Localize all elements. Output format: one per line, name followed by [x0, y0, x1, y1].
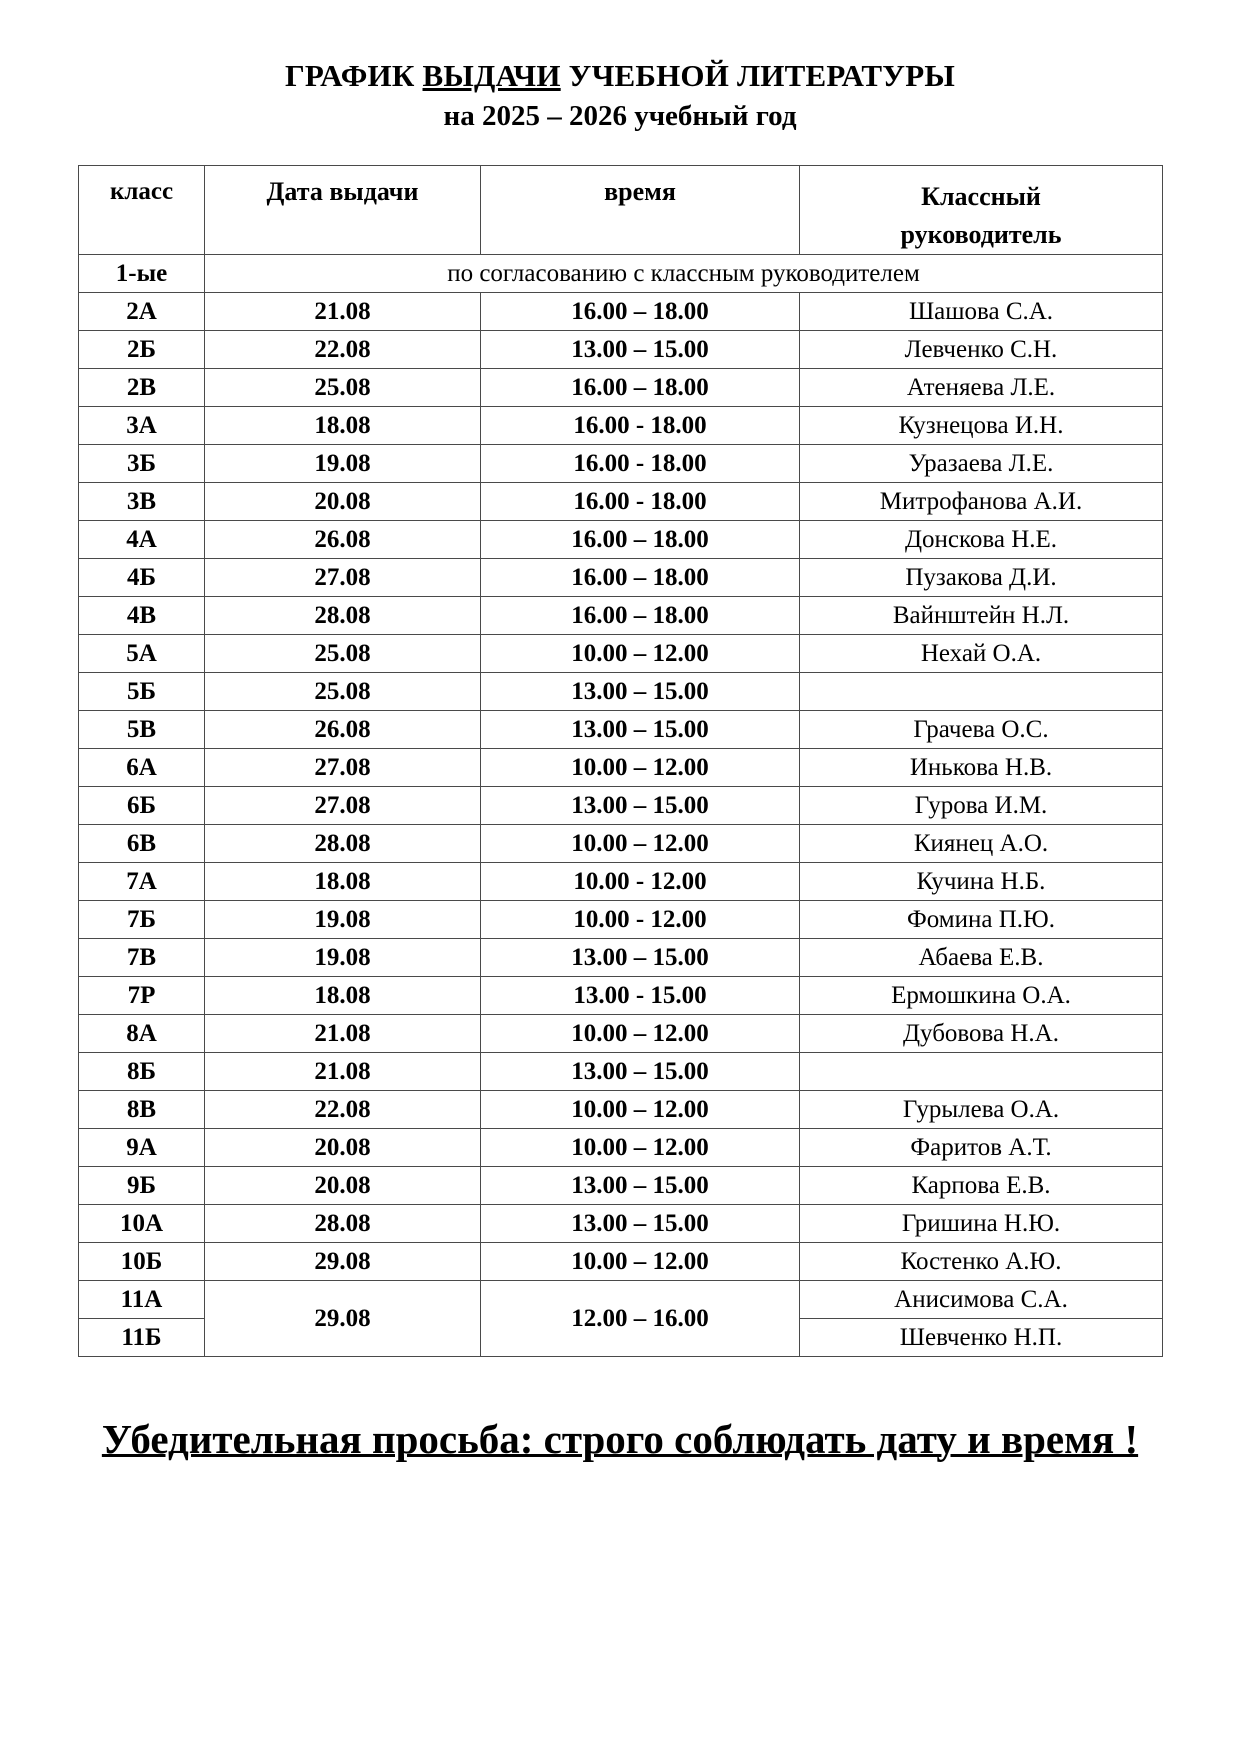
- cell-date: 20.08: [205, 1166, 481, 1204]
- page-subtitle: на 2025 – 2026 учебный год: [443, 99, 797, 132]
- cell-class: 2А: [79, 292, 205, 330]
- cell-time: 13.00 – 15.00: [481, 710, 800, 748]
- cell-date: 21.08: [205, 292, 481, 330]
- cell-teacher: Донскова Н.Е.: [800, 520, 1163, 558]
- cell-teacher: [800, 1052, 1163, 1090]
- cell-time: 13.00 – 15.00: [481, 1052, 800, 1090]
- table-row: [79, 406, 1163, 444]
- table-row: [79, 900, 1163, 938]
- cell-date: 25.08: [205, 634, 481, 672]
- schedule-table-wrap: [78, 133, 1162, 1356]
- cell-class: 7В: [79, 938, 205, 976]
- cell-class: 11Б: [79, 1318, 205, 1356]
- cell-time: 16.00 - 18.00: [481, 444, 800, 482]
- cell-teacher: Шевченко Н.П.: [800, 1318, 1163, 1356]
- page-title: [0, 58, 1240, 95]
- cell-class: 6А: [79, 748, 205, 786]
- title-underlined-word: ВЫДАЧИ: [422, 58, 561, 93]
- title-prefix: ГРАФИК: [285, 58, 423, 93]
- table-row: [79, 1052, 1163, 1090]
- cell-teacher: Инькова Н.В.: [800, 748, 1163, 786]
- column-header-teacher-line1: Классный: [921, 182, 1041, 212]
- table-row: [79, 634, 1163, 672]
- cell-class: 2В: [79, 368, 205, 406]
- cell-class: 3В: [79, 482, 205, 520]
- cell-teacher: Киянец А.О.: [800, 824, 1163, 862]
- cell-class: 10Б: [79, 1242, 205, 1280]
- cell-time: 16.00 – 18.00: [481, 558, 800, 596]
- column-header-time: время: [481, 166, 800, 254]
- cell-date: 26.08: [205, 520, 481, 558]
- cell-date: 28.08: [205, 596, 481, 634]
- cell-teacher: Уразаева Л.Е.: [800, 444, 1163, 482]
- table-row: [79, 330, 1163, 368]
- table-row: [79, 368, 1163, 406]
- cell-time: 16.00 – 18.00: [481, 596, 800, 634]
- cell-teacher: Кучина Н.Б.: [800, 862, 1163, 900]
- cell-teacher: Анисимова С.А.: [800, 1280, 1163, 1318]
- column-header-class: класс: [79, 166, 205, 254]
- table-row: [79, 862, 1163, 900]
- cell-class: 8Б: [79, 1052, 205, 1090]
- table-row: [79, 1204, 1163, 1242]
- cell-date: 26.08: [205, 710, 481, 748]
- cell-date-merged: 29.08: [205, 1280, 481, 1356]
- table-row: [79, 292, 1163, 330]
- cell-time: 16.00 - 18.00: [481, 482, 800, 520]
- table-header-row: [79, 166, 1163, 254]
- cell-class: 9Б: [79, 1166, 205, 1204]
- cell-time: 13.00 – 15.00: [481, 938, 800, 976]
- cell-date: 27.08: [205, 558, 481, 596]
- cell-class: 5Б: [79, 672, 205, 710]
- table-row: [79, 558, 1163, 596]
- cell-teacher: Митрофанова А.И.: [800, 482, 1163, 520]
- cell-date: 25.08: [205, 672, 481, 710]
- column-header-date: Дата выдачи: [205, 166, 481, 254]
- table-row: [79, 938, 1163, 976]
- cell-class: 3Б: [79, 444, 205, 482]
- table-row: [79, 1242, 1163, 1280]
- cell-date: 27.08: [205, 786, 481, 824]
- schedule-table: [78, 165, 1163, 1356]
- cell-teacher: Грачева О.С.: [800, 710, 1163, 748]
- cell-time: 13.00 – 15.00: [481, 672, 800, 710]
- cell-class: 6Б: [79, 786, 205, 824]
- table-row: [79, 672, 1163, 710]
- cell-date: 21.08: [205, 1014, 481, 1052]
- cell-time: 10.00 - 12.00: [481, 862, 800, 900]
- cell-date: 19.08: [205, 938, 481, 976]
- cell-class: 8А: [79, 1014, 205, 1052]
- cell-class: 3А: [79, 406, 205, 444]
- cell-teacher: Абаева Е.В.: [800, 938, 1163, 976]
- cell-date: 27.08: [205, 748, 481, 786]
- schedule-table-body: [79, 254, 1163, 1356]
- cell-class: 9А: [79, 1128, 205, 1166]
- table-row: [79, 1128, 1163, 1166]
- cell-date: 19.08: [205, 900, 481, 938]
- cell-class: 7Р: [79, 976, 205, 1014]
- cell-time: 10.00 – 12.00: [481, 634, 800, 672]
- cell-class: 4А: [79, 520, 205, 558]
- cell-date: 28.08: [205, 1204, 481, 1242]
- cell-time: 16.00 - 18.00: [481, 406, 800, 444]
- table-row: [79, 1166, 1163, 1204]
- cell-teacher: Костенко А.Ю.: [800, 1242, 1163, 1280]
- cell-class: 6В: [79, 824, 205, 862]
- cell-time: 10.00 – 12.00: [481, 824, 800, 862]
- cell-time: 13.00 – 15.00: [481, 786, 800, 824]
- cell-time: 10.00 – 12.00: [481, 748, 800, 786]
- cell-teacher: [800, 672, 1163, 710]
- cell-teacher: Вайнштейн Н.Л.: [800, 596, 1163, 634]
- cell-date: 20.08: [205, 482, 481, 520]
- table-row: [79, 976, 1163, 1014]
- table-row: [79, 710, 1163, 748]
- column-header-teacher-line2: руководитель: [900, 220, 1062, 250]
- cell-class: 7Б: [79, 900, 205, 938]
- cell-class: 10А: [79, 1204, 205, 1242]
- cell-teacher: Шашова С.А.: [800, 292, 1163, 330]
- footer-notice-text: Убедительная просьба: строго соблюдать дату и время !: [101, 1415, 1139, 1462]
- cell-date: 21.08: [205, 1052, 481, 1090]
- cell-time-merged: 12.00 – 16.00: [481, 1280, 800, 1356]
- cell-date: 19.08: [205, 444, 481, 482]
- cell-class: 2Б: [79, 330, 205, 368]
- cell-teacher: Кузнецова И.Н.: [800, 406, 1163, 444]
- cell-teacher: Дубовова Н.А.: [800, 1014, 1163, 1052]
- cell-teacher: Пузакова Д.И.: [800, 558, 1163, 596]
- cell-class: 5А: [79, 634, 205, 672]
- table-row: [79, 1014, 1163, 1052]
- cell-time: 16.00 – 18.00: [481, 520, 800, 558]
- cell-time: 13.00 – 15.00: [481, 1166, 800, 1204]
- cell-class: 4Б: [79, 558, 205, 596]
- cell-time: 13.00 – 15.00: [481, 330, 800, 368]
- cell-class: 7А: [79, 862, 205, 900]
- cell-time: 13.00 - 15.00: [481, 976, 800, 1014]
- column-header-teacher: [800, 166, 1163, 254]
- cell-teacher: Гурылева О.А.: [800, 1090, 1163, 1128]
- document-title-block: [0, 0, 1240, 133]
- cell-date: 29.08: [205, 1242, 481, 1280]
- cell-teacher: Гурова И.М.: [800, 786, 1163, 824]
- cell-time: 16.00 – 18.00: [481, 292, 800, 330]
- cell-teacher: Фаритов А.Т.: [800, 1128, 1163, 1166]
- table-row: [79, 824, 1163, 862]
- table-row: [79, 444, 1163, 482]
- cell-teacher: Гришина Н.Ю.: [800, 1204, 1163, 1242]
- cell-time: 16.00 – 18.00: [481, 368, 800, 406]
- cell-date: 18.08: [205, 862, 481, 900]
- table-row: [79, 1090, 1163, 1128]
- cell-time: 10.00 – 12.00: [481, 1242, 800, 1280]
- cell-time: 10.00 – 12.00: [481, 1090, 800, 1128]
- cell-teacher: Ермошкина О.А.: [800, 976, 1163, 1014]
- table-row: [79, 596, 1163, 634]
- footer-notice: [0, 1357, 1240, 1463]
- cell-teacher: Карпова Е.В.: [800, 1166, 1163, 1204]
- cell-class: 8В: [79, 1090, 205, 1128]
- cell-teacher: Фомина П.Ю.: [800, 900, 1163, 938]
- table-row: [79, 520, 1163, 558]
- table-row-note: [79, 254, 1163, 292]
- cell-date: 18.08: [205, 976, 481, 1014]
- cell-date: 18.08: [205, 406, 481, 444]
- cell-class: 5В: [79, 710, 205, 748]
- cell-teacher: Атеняева Л.Е.: [800, 368, 1163, 406]
- cell-time: 10.00 - 12.00: [481, 900, 800, 938]
- cell-time: 13.00 – 15.00: [481, 1204, 800, 1242]
- table-row-merged: [79, 1280, 1163, 1318]
- table-row: [79, 482, 1163, 520]
- cell-date: 22.08: [205, 1090, 481, 1128]
- cell-teacher: Нехай О.А.: [800, 634, 1163, 672]
- cell-class: 1-ые: [79, 254, 205, 292]
- cell-time: 10.00 – 12.00: [481, 1014, 800, 1052]
- title-suffix: УЧЕБНОЙ ЛИТЕРАТУРЫ: [560, 58, 955, 93]
- cell-time: 10.00 – 12.00: [481, 1128, 800, 1166]
- cell-date: 25.08: [205, 368, 481, 406]
- table-row: [79, 748, 1163, 786]
- cell-date: 22.08: [205, 330, 481, 368]
- cell-class: 4В: [79, 596, 205, 634]
- cell-date: 20.08: [205, 1128, 481, 1166]
- cell-note: по согласованию с классным руководителем: [205, 254, 1163, 292]
- cell-date: 28.08: [205, 824, 481, 862]
- table-row: [79, 786, 1163, 824]
- cell-class: 11А: [79, 1280, 205, 1318]
- cell-teacher: Левченко С.Н.: [800, 330, 1163, 368]
